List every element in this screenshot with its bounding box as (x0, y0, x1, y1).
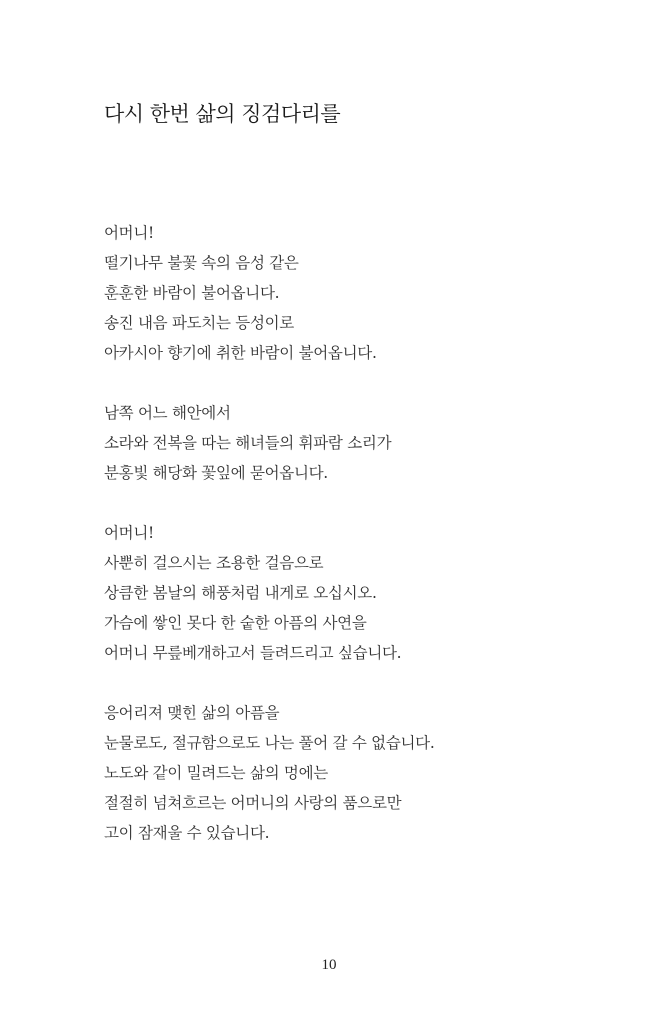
poem-line: 고이 잠재울 수 있습니다. (104, 824, 270, 842)
poem-line: 응어리져 맺힌 삶의 아픔을 (104, 704, 280, 722)
stanza-1 (104, 218, 574, 368)
stanza-3 (104, 518, 574, 668)
poem-line: 절절히 넘쳐흐르는 어머니의 사랑의 품으로만 (104, 794, 402, 812)
poem-line: 훈훈한 바람이 불어옵니다. (104, 284, 280, 302)
poem-line: 상큼한 봄날의 해풍처럼 내게로 오십시오. (104, 584, 377, 602)
poem-line: 아카시아 향기에 취한 바람이 불어옵니다. (104, 344, 377, 362)
poem-line: 어머니! (104, 524, 154, 542)
stanza-2 (104, 398, 574, 488)
poem-line: 남쪽 어느 해안에서 (104, 404, 231, 422)
poem-line: 눈물로도, 절규함으로도 나는 풀어 갈 수 없습니다. (104, 734, 435, 752)
stanza-4 (104, 698, 574, 848)
poem-line: 사뿐히 걸으시는 조용한 걸음으로 (104, 554, 324, 572)
poem-line: 노도와 같이 밀려드는 삶의 멍에는 (104, 764, 328, 782)
poem-line: 떨기나무 불꽃 속의 음성 같은 (104, 254, 299, 272)
poem-line: 분홍빛 해당화 꽃잎에 묻어옵니다. (104, 464, 328, 482)
poem-line: 송진 내음 파도치는 등성이로 (104, 314, 294, 332)
poem-line: 어머니! (104, 224, 154, 242)
poem-body (104, 218, 574, 878)
page-number: 10 (321, 957, 337, 973)
poem-line: 소라와 전복을 따는 해녀들의 휘파람 소리가 (104, 434, 392, 452)
poem-line: 가슴에 쌓인 못다 한 숱한 아픔의 사연을 (104, 614, 367, 632)
poem-line: 어머니 무릎베개하고서 들려드리고 싶습니다. (104, 644, 402, 662)
poem-title: 다시 한번 삶의 징검다리를 (104, 102, 341, 126)
